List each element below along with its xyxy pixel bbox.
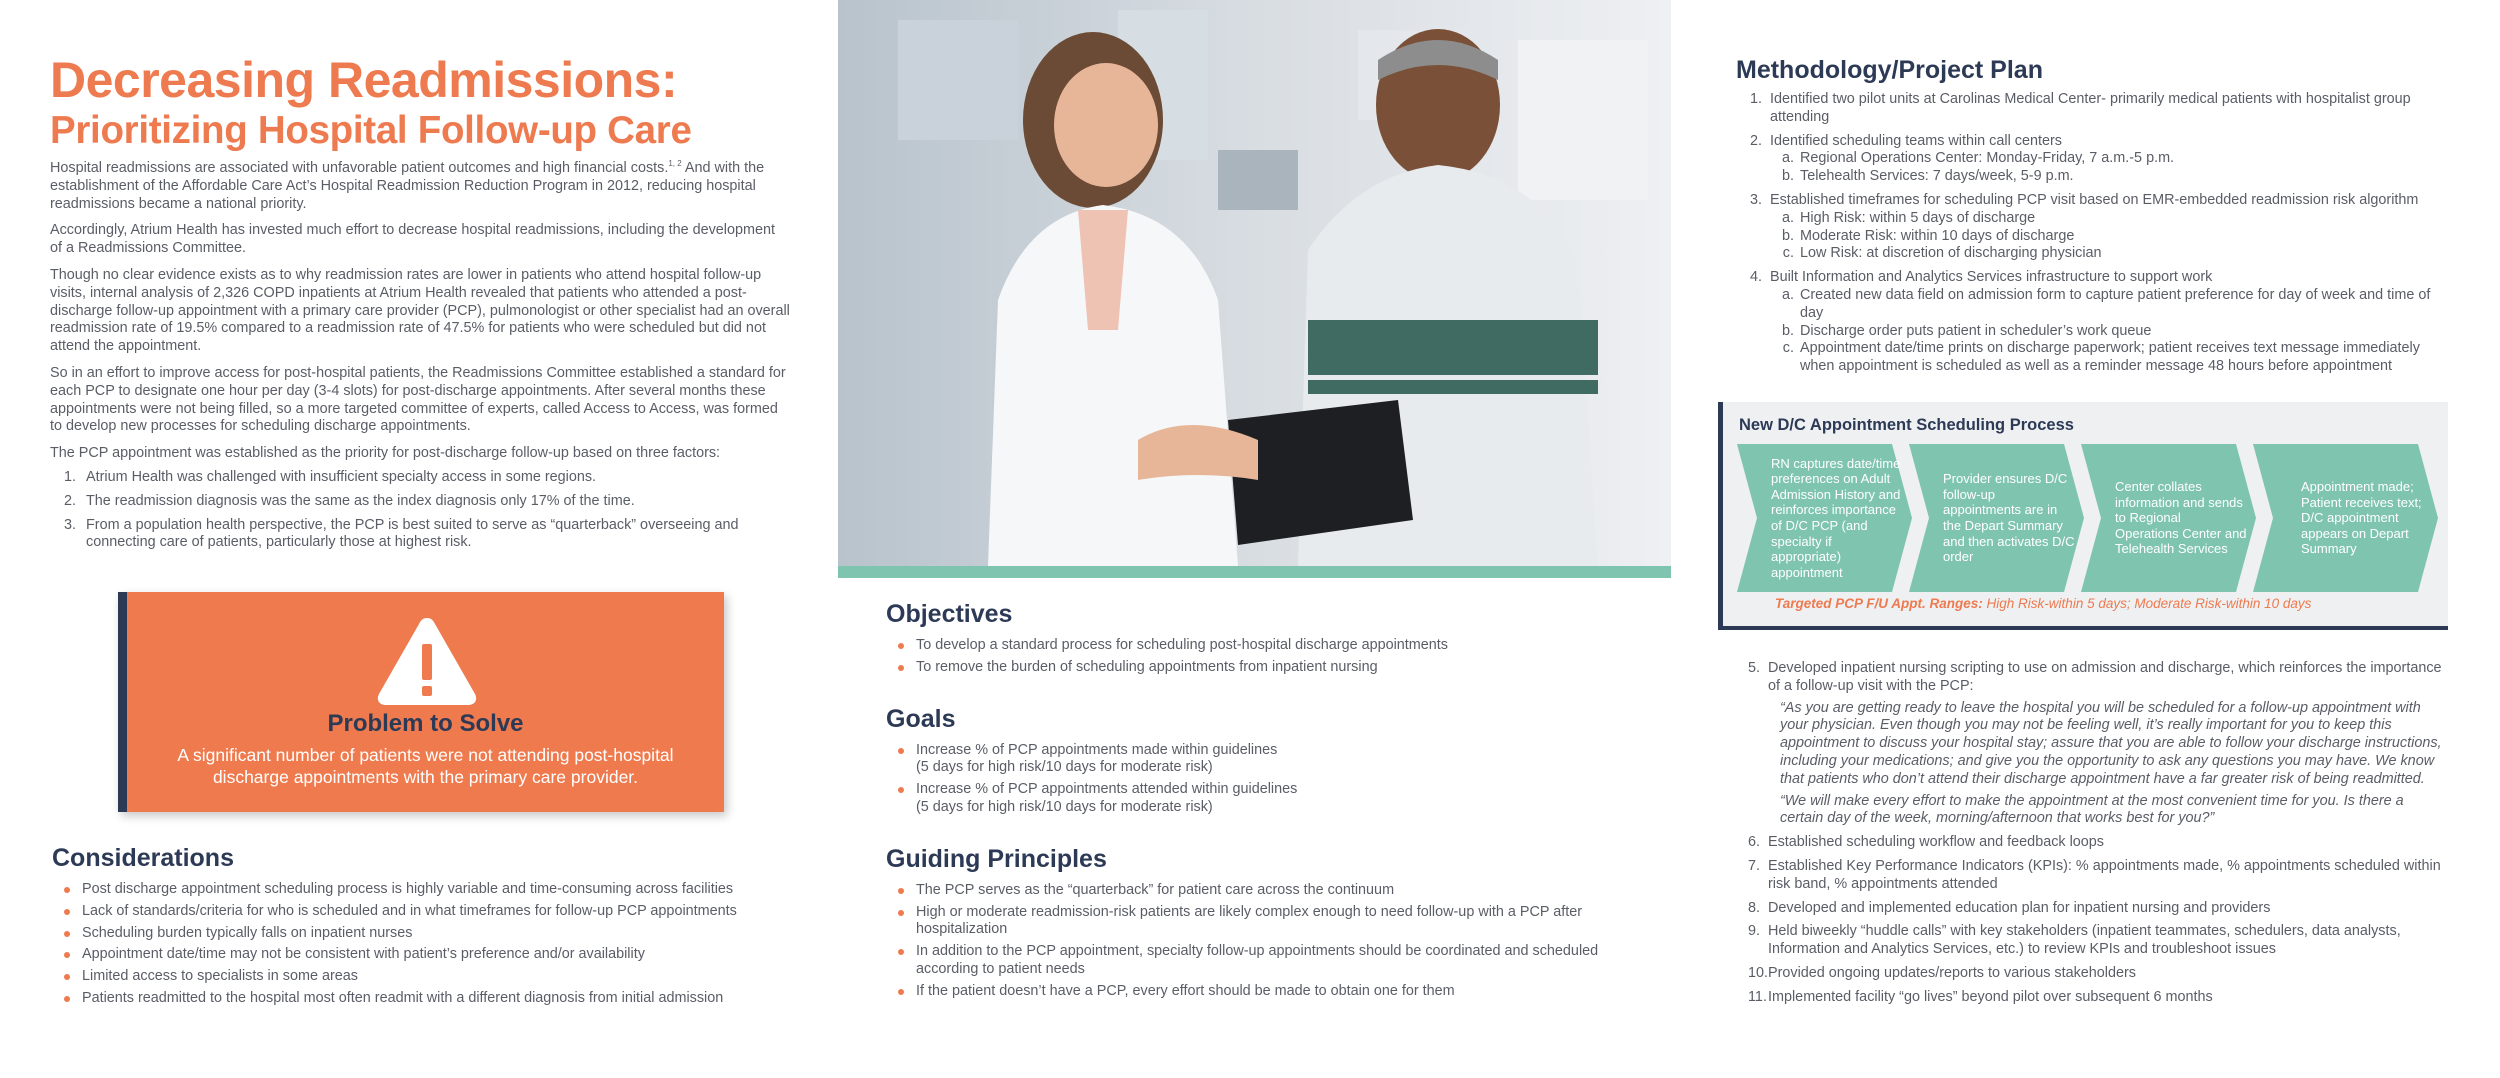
list-item: To remove the burden of scheduling appointments from inpatient nursing (896, 659, 1646, 677)
list-item: 1. Atrium Health was challenged with insufficient specialty access in some regions. (80, 469, 790, 487)
list-item: 3. Established timeframes for scheduling PCP visit based on EMR-embedded readmission risk algorithm a. High Risk: within 5 days of discharge b. Moderate Risk: within 10 days of discharge c. Low Risk: at discretion of discharging physician (1766, 192, 2436, 263)
citation: 1, 2 (668, 159, 682, 169)
doctor-patient-photo (838, 0, 1671, 566)
script-quote-2: “We will make every effort to make the appointment at the most convenient time for you. Is there a certain day of the week, morning/afternoon that works best for you?” (1780, 792, 2404, 827)
list-item: 1. Identified two pilot units at Carolinas Medical Center- primarily medical patients with hospitalist group attending (1766, 91, 2436, 127)
goals-title: Goals (886, 704, 956, 733)
problem-text: A significant number of patients were not attending post-hospital discharge appointments with the primary care provider. (177, 745, 674, 787)
warning-icon (375, 614, 479, 708)
objectives-section (886, 600, 1646, 677)
goals-section (886, 705, 1646, 817)
sub-list-item: a. Created new data field on admission form to capture patient preference for day of week and time of day (1798, 287, 2436, 323)
considerations-title: Considerations (52, 844, 234, 872)
sub-list-item: a. Regional Operations Center: Monday-Friday, 7 a.m.-5 p.m. (1798, 150, 2436, 168)
process-step-1: RN captures date/time preferences on Adult Admission History and reinforces importance of D/C PCP (and specialty if appropriate) appointment (1737, 444, 1912, 592)
list-item: Post discharge appointment scheduling process is highly variable and time-consuming across facilities (62, 881, 772, 899)
photo-accent-bar (838, 566, 1671, 578)
list-item: 5. Developed inpatient nursing scripting to use on admission and discharge, which reinforces the importance of a follow-up visit with the PCP: “As you are getting ready to leave the hospital you will be scheduled for a follow-up appointment with your physician. Even though you may not be feeling well, it’s really important for you to keep this appointment to discuss your hospital stay; assure that you are able to follow your discharge instructions, including your medications; and give you the opportunity to ask any questions you may have. We know that patients who don’t attend their discharge appointment have a far greater risk of being readmitted. “We will make every effort to make the appointment at the most convenient time for you. Is there a certain day of the week, morning/afternoon that works best for you?” (1748, 660, 2442, 827)
list-item: 11. Implemented facility “go lives” beyond pilot over subsequent 6 months (1748, 988, 2213, 1005)
script-quote-1: “As you are getting ready to leave the hospital you will be scheduled for a follow-up appointment with your physician. Even though you may not be feeling well, it’s really important for you to keep this appointment to discuss your hospital stay; assure that you are able to follow your discharge instructions, including your medications; and give you the opportunity to ask any questions you may have. We know that patients who don’t attend their discharge appointment have a far greater risk of being readmitted. (1780, 699, 2442, 787)
process-step-4: Appointment made; Patient receives text; D/C appointment appears on Depart Summary (2253, 444, 2438, 592)
list-item: The PCP serves as the “quarterback” for patient care across the continuum (896, 882, 1646, 900)
principles-title: Guiding Principles (886, 844, 1107, 873)
list-item: If the patient doesn’t have a PCP, every effort should be made to obtain one for them (896, 983, 1646, 1001)
intro-paragraph-2: Accordingly, Atrium Health has invested much effort to decrease hospital readmissions, including the development of a Readmissions Committee. (50, 222, 775, 257)
objectives-list (886, 637, 1646, 677)
list-item: In addition to the PCP appointment, specialty follow-up appointments should be coordinated and scheduled according to patient needs (896, 943, 1646, 979)
objectives-column (886, 600, 1646, 1029)
objectives-title: Objectives (886, 600, 1013, 628)
goals-list (886, 742, 1646, 817)
list-item: To develop a standard process for scheduling post-hospital discharge appointments (896, 637, 1646, 655)
list-item: 10. Provided ongoing updates/reports to various stakeholders (1748, 964, 2136, 981)
sub-list-item: c. Low Risk: at discretion of discharging physician (1798, 245, 2436, 263)
methodology-continued (1748, 660, 2443, 1013)
list-item: Patients readmitted to the hospital most often readmit with a different diagnosis from initial admission (62, 990, 772, 1008)
sub-list-item: b. Moderate Risk: within 10 days of discharge (1798, 228, 2436, 246)
process-title: New D/C Appointment Scheduling Process (1739, 416, 2074, 434)
intro-paragraph-1: Hospital readmissions are associated with unfavorable patient outcomes and high financial costs.$^{1, 2}$ And with the establishment of the Affordable Care Act’s Hospital Readmission Reduction Program in 2012, reducing hospital readmissions became a national priority. (50, 159, 765, 212)
methodology-list (1736, 91, 2436, 376)
sub-list-item: a. High Risk: within 5 days of discharge (1798, 210, 2436, 228)
process-diagram (1718, 402, 2448, 630)
considerations-list (52, 881, 772, 1008)
list-item: Limited access to specialists in some areas (62, 968, 772, 986)
intro-paragraph-5: The PCP appointment was established as the priority for post-discharge follow-up based on three factors: (50, 445, 721, 462)
problem-title: Problem to Solve (327, 710, 524, 737)
list-item: 4. Built Information and Analytics Services infrastructure to support work a. Created new data field on admission form to capture patient preference for day of week and time of day b. Discharge order puts patient in scheduler’s work queue c. Appointment date/time prints on discharge paperwork; patient receives text message immediately when appointment is scheduled as well as a reminder message 48 hours before appointment (1766, 269, 2436, 376)
considerations-section (52, 844, 772, 1012)
list-item: Appointment date/time may not be consistent with patient’s preference and/or availability (62, 946, 772, 964)
list-item: Lack of standards/criteria for who is scheduled and in what timeframes for follow-up PCP appointments (62, 903, 772, 921)
list-item: 8. Developed and implemented education plan for inpatient nursing and providers (1748, 899, 2271, 916)
list-item: High or moderate readmission-risk patients are likely complex enough to need follow-up with a PCP after hospitalization (896, 904, 1646, 940)
process-step-3: Center collates information and sends to Regional Operations Center and Telehealth Services (2081, 444, 2256, 592)
principles-section (886, 845, 1646, 1001)
list-item: 9. Held biweekly “huddle calls” with key stakeholders (inpatient teammates, schedulers, data analysts, Information and Analytics Services, etc.) to review KPIs and troubleshoot issues (1748, 923, 2401, 958)
principles-list (886, 882, 1646, 1001)
page-subtitle: Prioritizing Hospital Follow-up Care (50, 109, 692, 152)
list-item: 2. Identified scheduling teams within call centers a. Regional Operations Center: Monday-Friday, 7 a.m.-5 p.m. b. Telehealth Services: 7 days/week, 5-9 p.m. (1766, 133, 2436, 186)
intro-paragraph-3: Though no clear evidence exists as to why readmission rates are lower in patients who attend hospital follow-up visits, internal analysis of 2,326 COPD inpatients at Atrium Health revealed that patients who attended a post-discharge follow-up appointment with a primary care provider (PCP), pulmonologist or other specialist had an overall readmission rate of 19.5% compared to a readmission rate of 47.5% for patients who were scheduled but did not attend the appointment. (50, 266, 790, 355)
methodology-title: Methodology/Project Plan (1736, 56, 2043, 84)
process-targets: Targeted PCP F/U Appt. Ranges: High Risk-within 5 days; Moderate Risk-within 10 days (1775, 596, 2312, 611)
intro-paragraph-4: So in an effort to improve access for post-hospital patients, the Readmissions Committee established a standard for each PCP to designate one hour per day (3-4 slots) for post-discharge appointments. After several months these appointments were not being filled, so a more targeted committee of experts, called Access to Access, was formed to develop new processes for scheduling discharge appointments. (50, 364, 786, 435)
list-item: Scheduling burden typically falls on inpatient nurses (62, 925, 772, 943)
page-title: Decreasing Readmissions: (50, 52, 678, 108)
list-item: Increase % of PCP appointments made within guidelines (5 days for high risk/10 days for moderate risk) (896, 742, 1646, 778)
factors-list (50, 469, 790, 552)
list-item: 6. Established scheduling workflow and feedback loops (1748, 834, 2104, 851)
sub-list-item: b. Telehealth Services: 7 days/week, 5-9 p.m. (1798, 168, 2436, 186)
list-item: 2. The readmission diagnosis was the same as the index diagnosis only 17% of the time. (80, 493, 790, 511)
process-step-2: Provider ensures D/C follow-up appointments are in the Depart Summary and then activates D/C order (1909, 444, 2084, 592)
intro-column (50, 52, 790, 558)
sub-list-item: b. Discharge order puts patient in scheduler’s work queue (1798, 323, 2436, 341)
list-item: 7. Established Key Performance Indicators (KPIs): % appointments made, % appointments scheduled within risk band, % appointments attended (1748, 857, 2441, 892)
methodology-column (1736, 56, 2436, 382)
problem-callout (118, 592, 724, 812)
methodology-list-continued (1748, 660, 2443, 1007)
sub-list-item: c. Appointment date/time prints on discharge paperwork; patient receives text message immediately when appointment is scheduled as well as a reminder message 48 hours before appointment (1798, 340, 2436, 376)
list-item: 3. From a population health perspective, the PCP is best suited to serve as “quarterback” overseeing and connecting care of patients, particularly those at highest risk. (80, 517, 790, 553)
list-item: Increase % of PCP appointments attended within guidelines (5 days for high risk/10 days for moderate risk) (896, 781, 1646, 817)
